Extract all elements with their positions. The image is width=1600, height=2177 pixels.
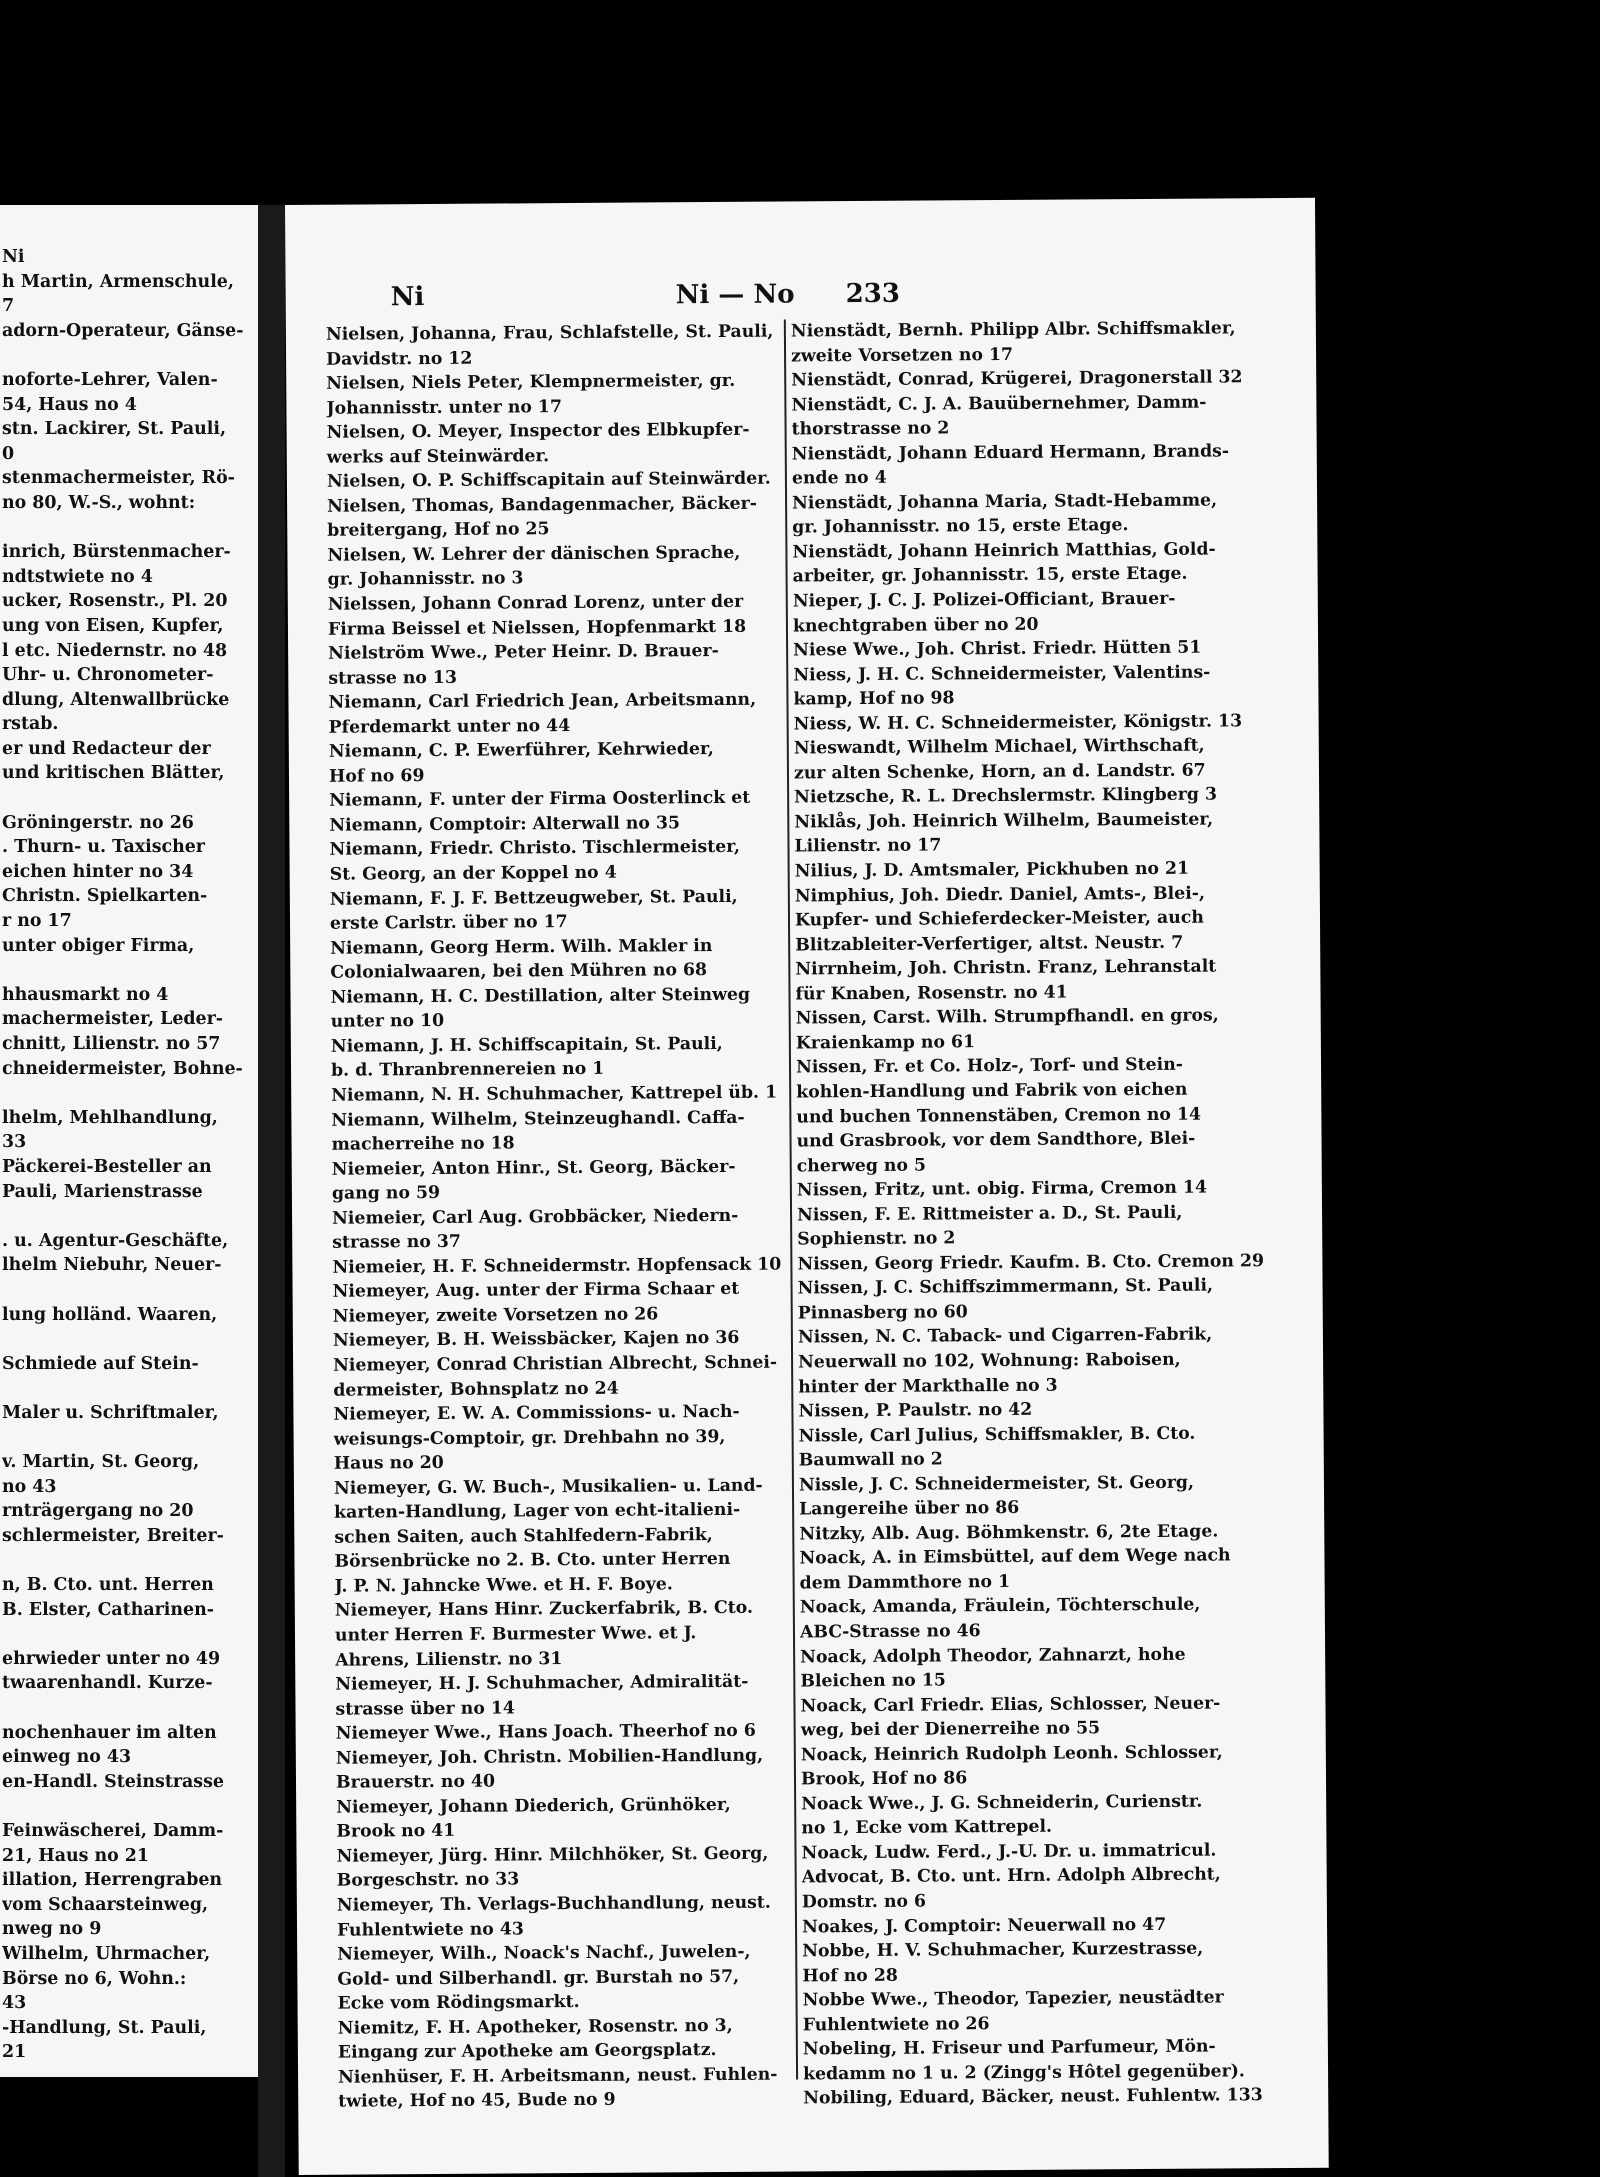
directory-line: twiete, Hof no 45, Bude no 9	[338, 2090, 616, 2113]
directory-line: Nissen, Fritz, unt. obig. Firma, Cremon 14	[796, 1177, 1208, 1201]
directory-line: Börse no 6, Wohn.:	[2, 1968, 187, 1989]
directory-line: Niemeier, Carl Aug. Grobbäcker, Niedern-	[332, 1205, 739, 1229]
running-head-center: Ni — No	[675, 279, 795, 311]
directory-line: und kritischen Blätter,	[2, 763, 225, 784]
directory-line: 0	[2, 443, 15, 464]
directory-line: Niemeyer, G. W. Buch-, Musikalien- u. Land-	[333, 1475, 763, 1499]
directory-line: dem Dammthore no 1	[799, 1571, 1011, 1594]
directory-line: Langereihe über no 86	[799, 1498, 1020, 1520]
directory-line: ucker, Rosenstr., Pl. 20	[2, 591, 228, 612]
directory-line: strasse no 13	[328, 667, 458, 689]
directory-line: vom Schaarsteinweg,	[2, 1894, 209, 1915]
directory-line	[2, 343, 252, 368]
directory-line: Niklås, Joh. Heinrich Wilhelm, Baumeister,	[794, 809, 1214, 833]
directory-line: hhausmarkt no 4	[2, 984, 169, 1005]
directory-line: Nissen, J. C. Schiffszimmermann, St. Pauli,	[797, 1275, 1214, 1299]
directory-line: Nissle, Carl Julius, Schiffsmakler, B. Cto.	[798, 1423, 1196, 1447]
directory-line: Nielsen, Thomas, Bandagenmacher, Bäcker-	[327, 493, 757, 517]
directory-line: gr. Johannisstr. no 15, erste Etage.	[792, 515, 1129, 538]
directory-line: Niemann, Carl Friedrich Jean, Arbeitsmann,	[328, 689, 757, 713]
directory-line: Firma Beissel et Nielssen, Hopfenmarkt 18	[327, 616, 747, 640]
directory-line: schen Saiten, auch Stahlfedern-Fabrik,	[334, 1524, 713, 1548]
directory-line: ndtstwiete no 4	[2, 566, 153, 587]
directory-line: 7	[2, 296, 15, 317]
directory-line: Nienstädt, C. J. A. Bauübernehmer, Damm-	[791, 392, 1207, 416]
directory-line: Gröningerstr. no 26	[2, 812, 194, 833]
directory-line: Noack, Adolph Theodor, Zahnarzt, hohe	[800, 1644, 1186, 1667]
directory-line: v. Martin, St. Georg,	[2, 1452, 200, 1473]
directory-line: Ahrens, Lilienstr. no 31	[335, 1648, 563, 1671]
directory-line: Nobbe Wwe., Theodor, Tapezier, neustädter	[802, 1987, 1224, 2011]
directory-line: h Martin, Armenschule,	[2, 271, 234, 292]
directory-line: Nietzsche, R. L. Drechslermstr. Klingberg 3	[794, 784, 1218, 808]
directory-line: Wilhelm, Uhrmacher,	[2, 1943, 211, 1964]
directory-line: Pinnasberg no 60	[797, 1302, 968, 1324]
directory-line: Ni	[2, 247, 25, 267]
directory-line: Nielssen, Johann Conrad Lorenz, unter der	[327, 591, 744, 615]
directory-line: und Grasbrook, vor dem Sandthore, Blei-	[796, 1128, 1196, 1152]
directory-line: gr. Johannisstr. no 3	[327, 568, 524, 591]
directory-line: -Handlung, St. Pauli,	[2, 2017, 207, 2038]
directory-line: Eingang zur Apotheke am Georgsplatz.	[337, 2040, 717, 2063]
directory-line: Niemann, J. H. Schiffscapitain, St. Pauli,	[330, 1033, 723, 1057]
directory-line: Niemeyer, B. H. Weissbäcker, Kajen no 36	[332, 1328, 740, 1352]
directory-line: Nielsen, Niels Peter, Klempnermeister, gr.	[326, 370, 736, 394]
directory-line: strasse no 37	[332, 1232, 461, 1253]
directory-line: Niemitz, F. H. Apotheker, Rosenstr. no 3,	[337, 2015, 733, 2039]
directory-line: Kupfer- und Schieferdecker-Meister, auch	[794, 907, 1204, 931]
directory-line: für Knaben, Rosenstr. no 41	[795, 982, 1068, 1005]
directory-line: Nieswandt, Wilhelm Michael, Wirthschaft,	[793, 735, 1205, 759]
directory-line: Johannisstr. unter no 17	[326, 396, 563, 419]
directory-line: Nissen, Fr. et Co. Holz-, Torf- und Stein-	[795, 1055, 1183, 1078]
directory-line: schlermeister, Breiter-	[2, 1525, 224, 1546]
directory-line: Niemeyer, zweite Vorsetzen no 26	[332, 1304, 659, 1327]
directory-line: Nilius, J. D. Amtsmaler, Pickhuben no 21	[794, 858, 1190, 882]
directory-line: Advocat, B. Cto. unt. Hrn. Adolph Albrecht,	[801, 1864, 1221, 1888]
directory-line: no 80, W.-S., wohnt:	[2, 492, 196, 513]
directory-line: noforte-Lehrer, Valen-	[2, 369, 218, 390]
directory-line: Niemeier, H. F. Schneidermstr. Hopfensack 10	[332, 1254, 782, 1278]
directory-line	[2, 1548, 252, 1573]
directory-line: Niese Wwe., Joh. Christ. Friedr. Hütten 51	[793, 637, 1202, 661]
directory-line: Niemeyer, E. W. A. Commissions- u. Nach-	[333, 1401, 740, 1425]
directory-line: gang no 59	[331, 1183, 441, 1204]
directory-line: Nobiling, Eduard, Bäcker, neust. Fuhlentw. 133	[803, 2085, 1263, 2109]
directory-line: Maler u. Schriftmaler,	[2, 1402, 219, 1423]
directory-line: l etc. Niedernstr. no 48	[2, 640, 228, 661]
directory-line: Niemeyer, Aug. unter der Firma Schaar et	[332, 1279, 740, 1303]
directory-line: 21	[2, 2042, 27, 2063]
directory-line: er und Redacteur der	[2, 738, 211, 759]
directory-line: Nissen, Georg Friedr. Kaufm. B. Cto. Cremon 29	[797, 1250, 1265, 1275]
directory-line: Nielsen, W. Lehrer der dänischen Sprache,	[327, 542, 741, 566]
directory-line	[2, 786, 252, 811]
directory-line: Brook, Hof no 86	[800, 1768, 968, 1790]
directory-line: Haus no 20	[333, 1453, 444, 1474]
directory-line: hinter der Markthalle no 3	[798, 1375, 1058, 1397]
directory-line	[2, 1081, 252, 1106]
directory-line: einweg no 43	[2, 1747, 132, 1768]
book-gutter	[258, 205, 285, 2177]
directory-line: B. Elster, Catharinen-	[2, 1599, 214, 1620]
directory-line: Schmiede auf Stein-	[2, 1353, 199, 1374]
directory-line: Nienstädt, Johanna Maria, Stadt-Hebamme,	[792, 490, 1218, 514]
directory-line: eichen hinter no 34	[2, 861, 194, 882]
directory-line: Davidstr. no 12	[326, 348, 473, 370]
directory-line: machermeister, Leder-	[2, 1009, 223, 1030]
directory-line: Niemeyer, Conrad Christian Albrecht, Schnei-	[333, 1352, 778, 1376]
directory-line: Nissen, P. Paulstr. no 42	[798, 1399, 1033, 1422]
directory-line: J. P. N. Jahncke Wwe. et H. F. Boye.	[334, 1574, 673, 1597]
directory-line	[2, 1622, 252, 1647]
left-page-text-column	[2, 245, 252, 2065]
directory-line: r no 17	[2, 911, 72, 932]
directory-line: . u. Agentur-Geschäfte,	[2, 1230, 229, 1251]
directory-line: 43	[2, 1993, 27, 2014]
directory-line: Noack, Ludw. Ferd., J.-U. Dr. u. immatricul.	[801, 1840, 1217, 1864]
directory-line: macherreihe no 18	[331, 1133, 515, 1155]
directory-line: Niemann, H. C. Destillation, alter Steinweg	[330, 984, 751, 1008]
directory-line: kohlen-Handlung und Fabrik von eichen	[796, 1079, 1188, 1103]
directory-line: Niemeyer, H. J. Schuhmacher, Admiralität-	[335, 1671, 749, 1695]
directory-line	[2, 958, 252, 983]
directory-line: Hof no 69	[328, 765, 425, 787]
directory-line: Niemann, Georg Herm. Wilh. Makler in	[330, 935, 713, 959]
directory-line	[2, 1696, 252, 1721]
directory-line: Ecke vom Rödingsmarkt.	[337, 1992, 580, 2014]
directory-line: Nissen, N. C. Taback- und Cigarren-Fabrik,	[797, 1324, 1213, 1348]
directory-line: ende no 4	[791, 468, 887, 489]
directory-line	[2, 1204, 252, 1229]
directory-line: ehrwieder unter no 49	[2, 1648, 221, 1669]
directory-line: Niemann, Comptoir: Alterwall no 35	[329, 813, 681, 836]
directory-line: zur alten Schenke, Horn, an d. Landstr. 67	[793, 760, 1206, 784]
directory-line: Nissle, J. C. Schneidermeister, St. Georg,	[798, 1472, 1195, 1496]
directory-line: illation, Herrengraben	[2, 1870, 223, 1891]
directory-line: n, B. Cto. unt. Herren	[2, 1575, 214, 1596]
directory-line: Niemann, F. J. F. Bettzeugweber, St. Pauli,	[329, 886, 738, 910]
directory-line: Fuhlentwiete no 43	[336, 1918, 524, 1941]
directory-line: unter no 10	[330, 1011, 445, 1033]
directory-line: Pauli, Marienstrasse	[2, 1181, 203, 1202]
directory-line: stn. Lackirer, St. Pauli,	[2, 419, 227, 440]
running-head-left: Ni	[390, 282, 425, 313]
directory-line: Niemann, C. P. Ewerführer, Kehrwieder,	[328, 739, 714, 763]
directory-line: Niemeyer, Jürg. Hinr. Milchhöker, St. Georg,	[336, 1843, 769, 1867]
directory-line: cherweg no 5	[796, 1155, 927, 1177]
directory-line: Päckerei-Besteller an	[2, 1156, 212, 1177]
directory-line: Kraienkamp no 61	[795, 1032, 976, 1054]
directory-line: inrich, Bürstenmacher-	[2, 542, 231, 563]
directory-line: Nienstädt, Conrad, Krügerei, Dragonerstall 32	[791, 367, 1243, 391]
directory-line: ABC-Strasse no 46	[799, 1621, 981, 1643]
directory-line: chnitt, Lilienstr. no 57	[2, 1034, 221, 1054]
directory-line: unter obiger Firma,	[2, 935, 195, 956]
right-page	[285, 198, 1329, 2175]
directory-line: Noack, A. in Eimsbüttel, auf dem Wege nach	[799, 1545, 1231, 1569]
directory-line: b. d. Thranbrennereien no 1	[330, 1059, 605, 1082]
directory-line: St. Georg, an der Koppel no 4	[329, 862, 617, 885]
directory-line: Niemeyer, Wilh., Noack's Nachf., Juwelen-,	[337, 1941, 751, 1965]
directory-line	[2, 1426, 252, 1451]
directory-line: stenmachermeister, Rö-	[2, 468, 235, 489]
directory-line: Niemeyer, Hans Hinr. Zuckerfabrik, B. Cto.	[334, 1598, 754, 1622]
directory-line: Nieper, J. C. J. Polizei-Officiant, Brauer-	[792, 588, 1176, 612]
directory-line: Niemeyer Wwe., Hans Joach. Theerhof no 6	[335, 1720, 756, 1744]
directory-line: und buchen Tonnenstäben, Cremon no 14	[796, 1104, 1202, 1127]
directory-column-right	[791, 316, 1273, 2111]
directory-line: Nienstädt, Johann Eduard Hermann, Brands-	[791, 441, 1230, 465]
directory-line: 54, Haus no 4	[2, 394, 137, 415]
directory-line: Nienstädt, Johann Heinrich Matthias, Gold-	[792, 539, 1216, 563]
directory-line: Nirrnheim, Joh. Christn. Franz, Lehranstalt	[795, 956, 1217, 980]
directory-line: Niemeyer, Johann Diederich, Grünhöker,	[336, 1794, 731, 1818]
directory-line: Nielström Wwe., Peter Heinr. D. Brauer-	[328, 641, 719, 664]
directory-line: rnträgergang no 20	[2, 1501, 194, 1522]
directory-line: rstab.	[2, 714, 59, 735]
directory-line: adorn-Operateur, Gänse-	[2, 320, 244, 341]
directory-line: Niess, W. H. C. Schneidermeister, Königstr. 13	[793, 711, 1243, 735]
directory-line: Nobeling, H. Friseur und Parfumeur, Mön-	[802, 2036, 1216, 2060]
directory-line: chneidermeister, Bohne-	[2, 1058, 243, 1079]
directory-line: Niemeier, Anton Hinr., St. Georg, Bäcker-	[331, 1156, 736, 1180]
directory-line: Colonialwaaren, bei den Mühren no 68	[330, 960, 708, 983]
directory-line	[2, 516, 252, 541]
directory-line: Noakes, J. Comptoir: Neuerwall no 47	[801, 1914, 1167, 1937]
directory-line: nochenhauer im alten	[2, 1722, 217, 1743]
directory-line: Noack Wwe., J. G. Schneiderin, Curienstr.	[801, 1791, 1203, 1815]
directory-line: no 43	[2, 1476, 57, 1497]
directory-line: kedamm no 1 u. 2 (Zingg's Hôtel gegenüber).	[802, 2061, 1245, 2085]
directory-line: Gold- und Silberhandl. gr. Burstah no 57,	[337, 1966, 740, 1990]
directory-line: Noack, Carl Friedr. Elias, Schlosser, Neuer-	[800, 1693, 1221, 1717]
directory-line: Niemeyer, Th. Verlags-Buchhandlung, neust.	[336, 1892, 771, 1916]
directory-line: twaarenhandl. Kurze-	[2, 1673, 213, 1694]
directory-line: ung von Eisen, Kupfer,	[2, 615, 224, 636]
directory-line: breitergang, Hof no 25	[327, 519, 550, 542]
directory-line: weg, bei der Dienerreihe no 55	[800, 1718, 1101, 1741]
directory-line: . Thurn- u. Taxischer	[2, 837, 205, 858]
directory-line: Nitzky, Alb. Aug. Böhmkenstr. 6, 2te Etage.	[799, 1521, 1219, 1545]
directory-line: 21, Haus no 21	[2, 1845, 149, 1866]
directory-line: Sophienstr. no 2	[797, 1228, 956, 1250]
directory-line: zweite Vorsetzen no 17	[790, 344, 1014, 367]
directory-line: Domstr. no 6	[801, 1891, 927, 1913]
directory-line: Nienhüser, F. H. Arbeitsmann, neust. Fuhlen-	[338, 2064, 778, 2088]
directory-line: Niess, J. H. C. Schneidermeister, Valentins-	[793, 662, 1211, 686]
directory-line: Borgeschstr. no 33	[336, 1869, 520, 1892]
directory-line: Nielsen, Johanna, Frau, Schlafstelle, St. Pauli,	[325, 321, 774, 345]
directory-line	[2, 1376, 252, 1401]
directory-line: Baumwall no 2	[798, 1449, 943, 1471]
directory-line: Uhr- u. Chronometer-	[2, 665, 214, 686]
directory-line: 33	[2, 1132, 27, 1153]
directory-column-left	[326, 320, 793, 2115]
directory-line: karten-Handlung, Lager von echt-italieni-	[334, 1500, 741, 1523]
directory-line	[2, 1327, 252, 1352]
directory-line: nweg no 9	[2, 1919, 102, 1940]
directory-line: Nienstädt, Bernh. Philipp Albr. Schiffsmakler,	[790, 318, 1236, 342]
directory-line: Pferdemarkt unter no 44	[328, 715, 571, 738]
directory-line: strasse über no 14	[335, 1698, 515, 1720]
directory-line: Bleichen no 15	[800, 1670, 946, 1692]
directory-line: lhelm, Mehlhandlung,	[2, 1107, 218, 1128]
directory-line	[2, 1794, 252, 1819]
directory-line: Börsenbrücke no 2. B. Cto. unter Herren	[334, 1549, 731, 1573]
directory-line: Feinwäscherei, Damm-	[2, 1821, 224, 1841]
directory-line: Nissen, Carst. Wilh. Strumpfhandl. en gros,	[795, 1005, 1219, 1029]
directory-line: Niemann, Friedr. Christo. Tischlermeister,	[329, 837, 741, 861]
directory-line: Lilienstr. no 17	[794, 835, 942, 857]
directory-line: Nobbe, H. V. Schuhmacher, Kurzestrasse,	[802, 1938, 1204, 1962]
directory-line: Brook no 41	[336, 1821, 456, 1843]
directory-line: Hof no 28	[802, 1965, 898, 1987]
directory-line: Noack, Heinrich Rudolph Leonh. Schlosser,	[800, 1742, 1223, 1766]
directory-line: lung holländ. Waaren,	[2, 1304, 218, 1325]
directory-line: Nielsen, O. P. Schiffscapitain auf Steinwärder.	[326, 468, 771, 492]
directory-line: arbeiter, gr. Johannisstr. 15, erste Etage.	[792, 564, 1188, 587]
directory-line: Niemann, F. unter der Firma Oosterlinck et	[329, 788, 751, 812]
directory-line: Nissen, F. E. Rittmeister a. D., St. Pauli,	[796, 1202, 1183, 1226]
directory-line: Niemann, Wilhelm, Steinzeughandl. Caffa-	[331, 1107, 745, 1131]
page-number: 233	[845, 278, 901, 310]
directory-line: kamp, Hof no 98	[793, 688, 955, 710]
directory-line: dermeister, Bohnsplatz no 24	[333, 1378, 619, 1401]
directory-line: lhelm Niebuhr, Neuer-	[2, 1255, 222, 1276]
directory-line: no 1, Ecke vom Kattrepel.	[801, 1817, 1053, 1839]
left-page	[0, 205, 258, 2077]
directory-line: en-Handl. Steinstrasse	[2, 1771, 224, 1792]
directory-line: Blitzableiter-Verfertiger, altst. Neustr. 7	[795, 932, 1184, 956]
directory-line: dlung, Altenwallbrücke	[2, 689, 230, 710]
directory-line: Nielsen, O. Meyer, Inspector des Elbkupfer-	[326, 419, 750, 443]
directory-line: Fuhlentwiete no 26	[802, 2013, 990, 2036]
directory-line: Noack, Amanda, Fräulein, Töchterschule,	[799, 1595, 1201, 1618]
directory-line: unter Herren F. Burmester Wwe. et J.	[334, 1623, 697, 1646]
directory-line	[2, 1278, 252, 1303]
directory-line: werks auf Steinwärder.	[326, 445, 550, 468]
directory-line: Niemeyer, Joh. Christn. Mobilien-Handlung,	[335, 1745, 764, 1769]
directory-line: Brauerstr. no 40	[335, 1771, 496, 1793]
directory-line: erste Carlstr. über no 17	[329, 912, 568, 934]
directory-line: Niemann, N. H. Schuhmacher, Kattrepel üb. 1	[331, 1082, 778, 1106]
directory-line: Christn. Spielkarten-	[2, 886, 208, 907]
directory-line: weisungs-Comptoir, gr. Drehbahn no 39,	[333, 1426, 726, 1450]
directory-line: thorstrasse no 2	[791, 418, 950, 440]
directory-line: Neuerwall no 102, Wohnung: Raboisen,	[798, 1349, 1181, 1373]
directory-line: Nimphius, Joh. Diedr. Daniel, Amts-, Blei-,	[794, 883, 1206, 907]
directory-line: knechtgraben über no 20	[792, 614, 1039, 637]
